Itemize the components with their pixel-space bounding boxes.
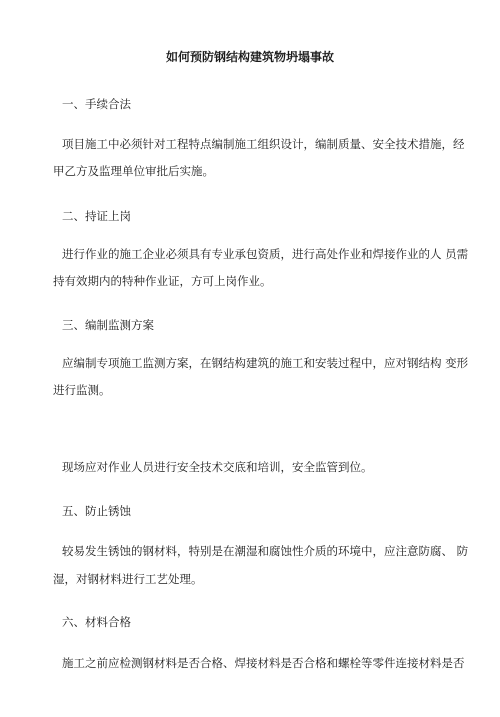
paragraph-line: 进行监测。 <box>53 383 111 397</box>
paragraph-line: 湿，对钢材料进行工艺处理。 <box>53 572 203 586</box>
paragraph-line: 应编制专项施工监测方案，在钢结构建筑的施工和安装过程中，应对钢结构 变形 <box>62 356 469 370</box>
paragraph-line: 现场应对作业人员进行安全技术交底和培训，安全监管到位。 <box>62 460 373 474</box>
document-title: 如何预防钢结构建筑物坍塌事故 <box>165 50 334 64</box>
paragraph-line: 项目施工中必须针对工程特点编制施工组织设计，编制质量、安全技术措施，经 <box>62 137 465 151</box>
paragraph-line: 施工之前应检测钢材料是否合格、焊接材料是否合格和螺栓等零件连接材料是否 <box>62 656 465 670</box>
section-heading: 二、持证上岗 <box>62 209 131 223</box>
section-heading: 五、防止锈蚀 <box>62 504 131 518</box>
paragraph-line: 进行作业的施工企业必须具有专业承包资质，进行高处作业和焊接作业的人 员需 <box>62 247 469 261</box>
paragraph-line: 较易发生锈蚀的钢材料，特别是在潮湿和腐蚀性介质的环境中，应注意防腐、 防 <box>62 544 469 558</box>
section-heading: 六、材料合格 <box>62 615 131 629</box>
paragraph-line: 持有效期内的特种作业证，方可上岗作业。 <box>53 274 272 288</box>
paragraph-line: 甲乙方及监理单位审批后实施。 <box>53 164 214 178</box>
section-heading: 一、手续合法 <box>62 97 131 111</box>
section-heading: 三、编制监测方案 <box>62 318 154 332</box>
